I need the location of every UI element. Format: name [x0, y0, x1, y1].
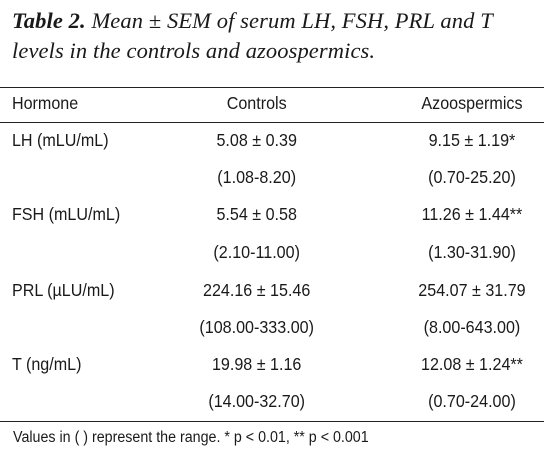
- row-fsh-azoo-range: (1.30-31.90): [428, 242, 516, 262]
- row-fsh-azoo-mean: 11.26 ± 1.44**: [421, 204, 523, 224]
- row-t-azoo-mean: 12.08 ± 1.24**: [420, 354, 523, 374]
- row-t-hormone: T (ng/mL): [11, 354, 82, 374]
- row-prl-hormone: PRL (µLU/mL): [11, 280, 115, 300]
- row-fsh-hormone: FSH (mLU/mL): [11, 204, 121, 224]
- header-rule: [0, 122, 544, 123]
- caption-label: Table 2.: [12, 8, 86, 33]
- caption-text: Mean ± SEM of serum LH, FSH, PRL and T levels in the controls and azoospermics.: [12, 8, 493, 63]
- row-prl-azoo-mean: 254.07 ± 31.79: [418, 280, 526, 300]
- row-prl-controls-range: (108.00-333.00): [199, 317, 314, 337]
- table-footnote: Values in ( ) represent the range. * p < 0.01, ** p < 0.001: [13, 429, 369, 446]
- header-azoospermics: Azoospermics: [421, 93, 523, 113]
- row-lh-controls-mean: 5.08 ± 0.39: [216, 130, 297, 150]
- row-fsh-controls-range: (2.10-11.00): [213, 242, 300, 262]
- bottom-rule: [0, 421, 544, 422]
- row-t-azoo-range: (0.70-24.00): [428, 391, 516, 411]
- row-t-controls-mean: 19.98 ± 1.16: [211, 354, 302, 374]
- row-lh-hormone: LH (mLU/mL): [11, 130, 109, 150]
- row-lh-azoo-mean: 9.15 ± 1.19*: [428, 130, 516, 150]
- row-lh-controls-range: (1.08-8.20): [217, 167, 297, 187]
- row-lh-azoo-range: (0.70-25.20): [428, 167, 516, 187]
- row-prl-azoo-range: (8.00-643.00): [423, 317, 521, 337]
- row-fsh-controls-mean: 5.54 ± 0.58: [216, 204, 297, 224]
- header-hormone: Hormone: [11, 93, 79, 113]
- header-controls: Controls: [226, 93, 287, 113]
- row-t-controls-range: (14.00-32.70): [208, 391, 306, 411]
- top-rule: [0, 87, 544, 88]
- table-caption: [12, 6, 536, 66]
- row-prl-controls-mean: 224.16 ± 15.46: [203, 280, 311, 300]
